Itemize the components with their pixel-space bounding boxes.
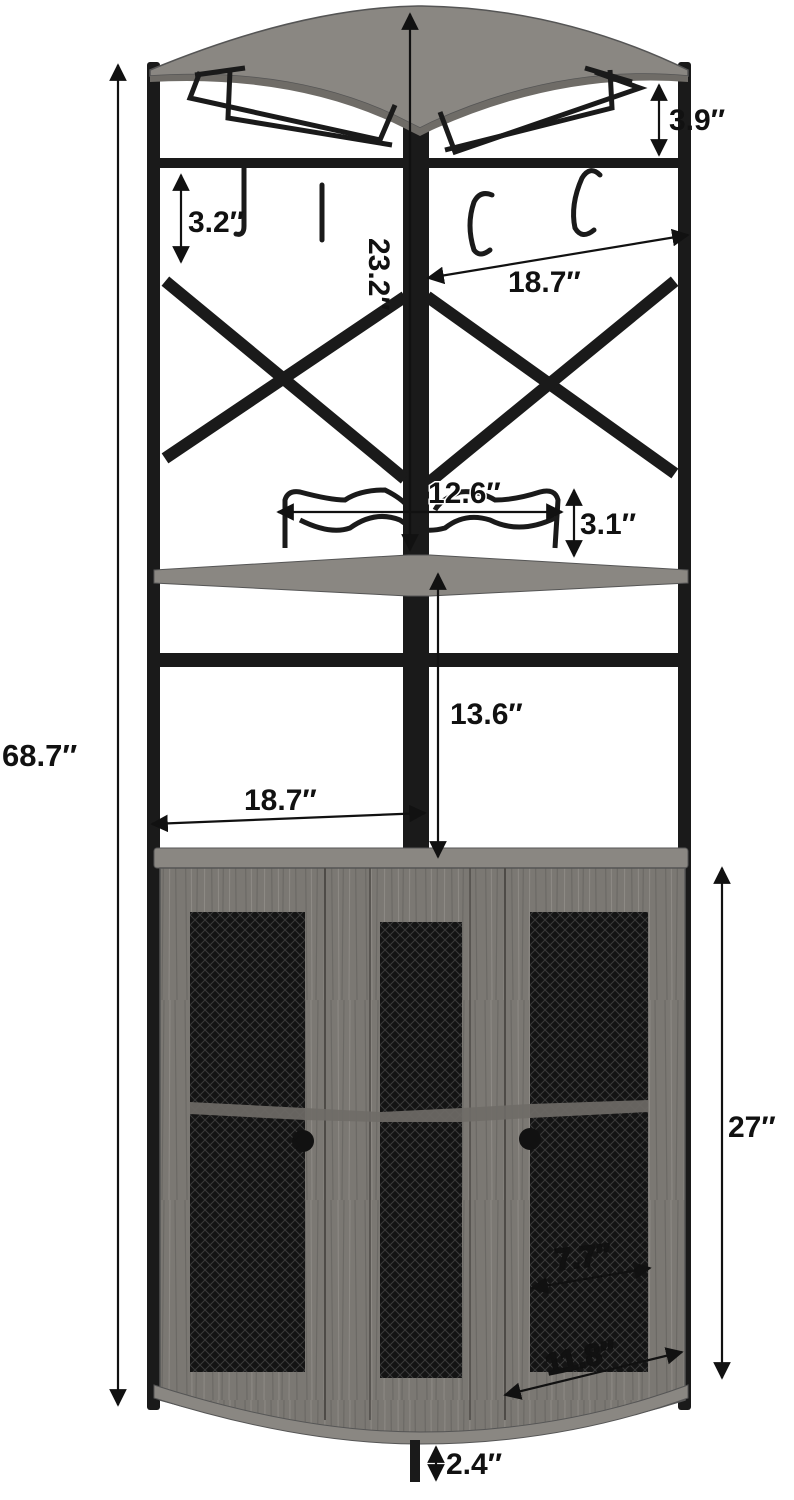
label-inner-door-width: 7.7″: [553, 1238, 613, 1277]
label-countertop-depth: 18.7″: [244, 784, 317, 817]
label-leg-height: 2.4″: [446, 1448, 503, 1481]
cabinet-left-door-mesh: [190, 912, 305, 1372]
label-glass-rack-drop: 3.9″: [669, 104, 726, 137]
label-upper-section: 23.2″: [362, 238, 395, 311]
middle-shelf: [154, 555, 688, 596]
leveling-foot: [410, 1440, 420, 1482]
label-hook-drop: 3.2″: [188, 206, 245, 239]
label-cabinet-height: 27″: [728, 1111, 776, 1144]
label-outer-door-width: 11.8″: [542, 1334, 620, 1382]
label-total-height: 68.7″: [2, 738, 78, 773]
label-upper-shelf-depth: 18.7″: [508, 266, 581, 299]
upper-crossbar-right: [429, 158, 678, 168]
middle-crossbar-left: [160, 653, 403, 667]
left-post: [147, 62, 160, 1410]
middle-crossbar-right: [429, 653, 678, 667]
label-middle-section: 13.6″: [450, 698, 523, 731]
label-wine-rack-height: 3.1″: [580, 508, 637, 541]
label-wine-rack-width: 12.6″: [428, 477, 501, 510]
upper-crossbar-left: [160, 158, 403, 168]
cabinet-right-door-mesh: [530, 912, 648, 1372]
cabinet-center-mesh: [380, 922, 462, 1378]
countertop: [154, 848, 688, 868]
